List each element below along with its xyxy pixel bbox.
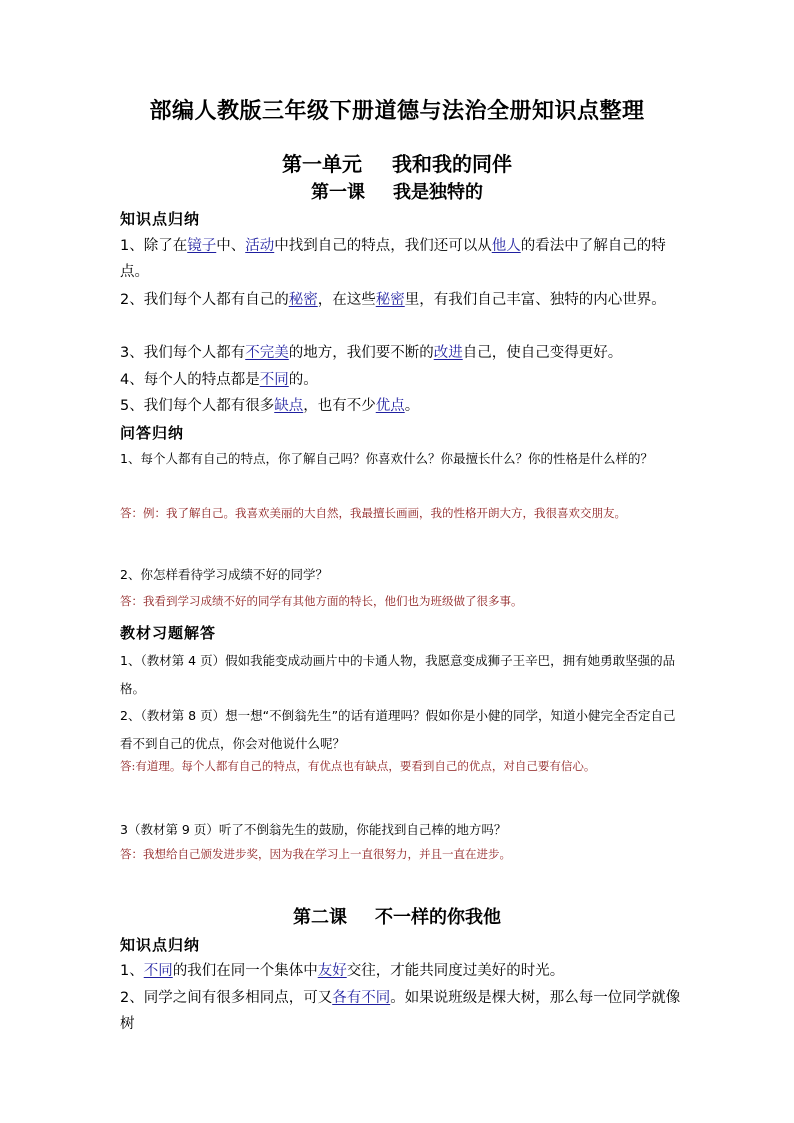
keyword: 秘密 [288,292,318,308]
lesson-1-knowledge-point-1 [120,233,682,285]
answer-1: 答：例：我了解自己。我喜欢美丽的大自然，我最擅长画画，我的性格开朗大方，我很喜欢交朋友。 [120,506,626,520]
lesson-2-heading [0,903,794,929]
text-segment: 2、我们每个人都有自己的 [120,292,289,308]
unit-name: 我和我的同伴 [392,152,512,176]
text-segment: 的我们在同一个集体中 [172,963,318,979]
lesson-1-knowledge-point-5 [120,393,682,419]
keyword: 各有不同 [332,990,391,1006]
text-segment: 1、除了在 [120,238,188,254]
question-2: 2、你怎样看待学习成绩不好的同学？ [120,567,328,582]
exercise-3: 3（教材第 9 页）听了不倒翁先生的鼓励，你能找到自己棒的地方吗？ [120,822,507,837]
lesson-2-name: 不一样的你我他 [375,907,501,928]
keyword: 秘密 [375,292,405,308]
keyword: 缺点 [274,398,304,414]
text-segment: 4、每个人的特点都是 [120,372,260,388]
text-segment: 。如果说班级是棵大树，那么每一位同学就像树 [120,990,681,1032]
keyword: 他人 [491,238,521,254]
text-segment: ，在这些 [317,292,376,308]
lesson-1-exercise-heading: 教材习题解答 [120,624,217,642]
keyword: 友好 [317,963,347,979]
lesson-1-heading [0,178,794,204]
lesson-1-knowledge-point-4 [120,367,682,393]
lesson-2-knowledge-point-2 [120,985,682,1037]
lesson-2-knowledge-heading: 知识点归纳 [120,936,201,954]
exercise-2-answer: 答:有道理。每个人都有自己的特点，有优点也有缺点，要看到自己的优点，对自己要有信心。 [120,759,596,773]
text-segment: 的地方，我们要不断的 [288,345,434,361]
document-title: 部编人教版三年级下册道德与法治全册知识点整理 [149,99,645,124]
text-segment: 中找到自己的特点，我们还可以从 [274,238,492,254]
question-1: 1、每个人都有自己的特点，你了解自己吗？你喜欢什么？你最擅长什么？你的性格是什么样的？ [120,451,653,466]
keyword: 活动 [245,238,275,254]
unit-label: 第一单元 [282,152,362,176]
lesson-1-knowledge-point-2 [120,287,682,313]
lesson-2-knowledge-point-1 [120,958,682,984]
text-segment: 里，有我们自己丰富、独特的内心世界。 [404,292,666,308]
text-segment: 交往，才能共同度过美好的时光。 [346,963,565,979]
text-segment: 3、我们每个人都有 [120,345,246,361]
text-segment: 2、同学之间有很多相同点，可又 [120,990,333,1006]
lesson-1-name: 我是独特的 [393,182,483,203]
keyword: 优点 [375,398,405,414]
lesson-1-knowledge-heading: 知识点归纳 [120,210,201,228]
lesson-2-label: 第二课 [293,907,347,928]
text-segment: ，也有不少 [303,398,376,414]
keyword: 不同 [259,372,289,388]
exercise-2: 2、（教材第 8 页）想一想“不倒翁先生”的话有道理吗？假如你是小健的同学，知道小健完全否定自己看不到自己的优点，你会对他说什么呢？ [120,708,676,751]
keyword: 不同 [143,963,173,979]
exercise-3-answer: 答：我想给自己颁发进步奖，因为我在学习上一直很努力，并且一直在进步。 [120,847,511,861]
exercise-1: 1、（教材第 4 页）假如我能变成动画片中的卡通人物，我愿意变成狮子王辛巴，拥有她勇敢坚强的品格。 [120,653,676,696]
text-segment: 1、 [120,963,144,979]
answer-2: 答：我看到学习成绩不好的同学有其他方面的特长，他们也为班级做了很多事。 [120,594,523,608]
keyword: 改进 [433,345,463,361]
text-segment: 的。 [288,372,318,388]
keyword: 镜子 [187,238,217,254]
text-segment: 中、 [216,238,246,254]
text-segment: 。 [404,398,420,414]
lesson-1-qa-heading: 问答归纳 [120,424,185,442]
keyword: 不完美 [245,345,289,361]
unit-heading [0,148,794,177]
text-segment: 的看法中了解自己的特点。 [120,238,666,280]
text-segment: 5、我们每个人都有很多 [120,398,275,414]
lesson-1-knowledge-point-3 [120,340,682,366]
text-segment: 自己，使自己变得更好。 [462,345,623,361]
lesson-1-label: 第一课 [311,182,365,203]
